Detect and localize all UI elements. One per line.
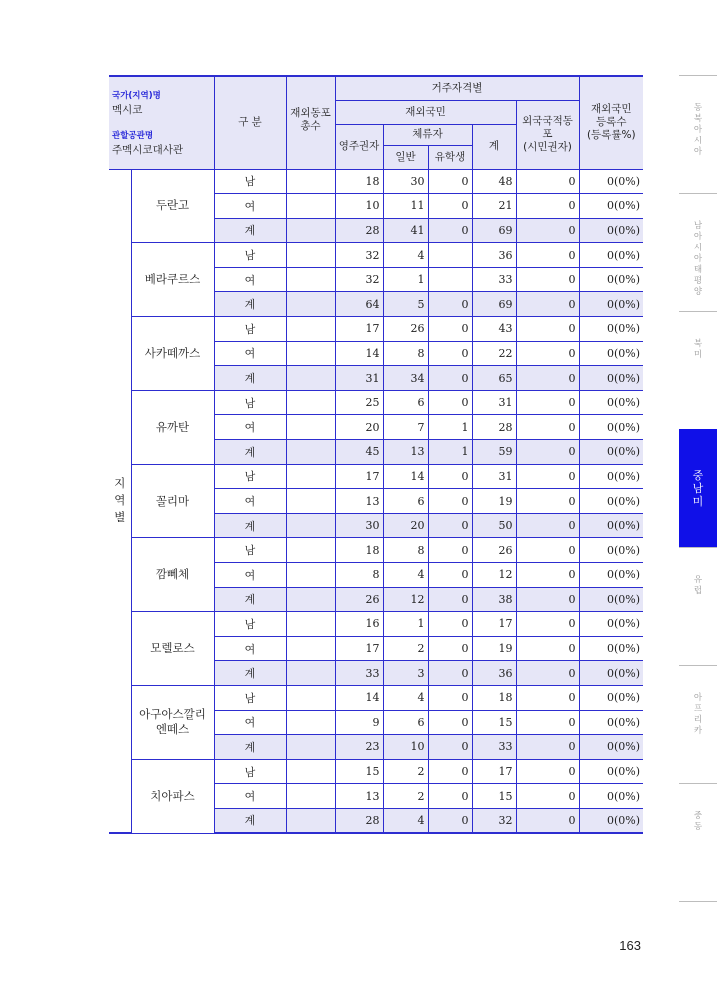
registered-cell: 0(0%)	[579, 735, 643, 760]
students-cell: 0	[428, 710, 472, 735]
permanent-cell: 64	[335, 292, 383, 317]
students-cell: 0	[428, 390, 472, 415]
students-cell: 0	[428, 464, 472, 489]
general-cell: 3	[383, 661, 428, 686]
permanent-cell: 15	[335, 759, 383, 784]
gender-cell: 남	[214, 464, 286, 489]
foreign-cell: 0	[516, 366, 579, 391]
students-cell: 0	[428, 563, 472, 588]
gender-cell: 여	[214, 489, 286, 514]
general-cell: 2	[383, 759, 428, 784]
permanent-cell: 14	[335, 685, 383, 710]
table-row	[109, 243, 643, 268]
region-name: 베라쿠르스	[131, 243, 214, 317]
total-cell	[286, 464, 335, 489]
permanent-cell: 17	[335, 464, 383, 489]
general-header: 일반	[383, 145, 428, 169]
foreign-nationals-header: 외국국적동포 (시민권자)	[516, 100, 579, 169]
foreign-cell: 0	[516, 685, 579, 710]
table-row	[109, 612, 643, 637]
total-cell	[286, 710, 335, 735]
foreign-cell: 0	[516, 587, 579, 612]
permanent-cell: 20	[335, 415, 383, 440]
registered-cell: 0(0%)	[579, 317, 643, 342]
table-row	[109, 759, 643, 784]
gender-cell: 여	[214, 267, 286, 292]
sum-cell: 69	[472, 292, 516, 317]
students-cell: 0	[428, 735, 472, 760]
permanent-cell: 9	[335, 710, 383, 735]
students-cell: 0	[428, 587, 472, 612]
gender-cell: 여	[214, 415, 286, 440]
total-cell	[286, 267, 335, 292]
permanent-cell: 17	[335, 317, 383, 342]
gender-cell: 계	[214, 808, 286, 833]
mexico-region-table	[109, 75, 643, 834]
general-cell: 12	[383, 587, 428, 612]
total-cell	[286, 612, 335, 637]
sum-cell: 19	[472, 489, 516, 514]
general-cell: 14	[383, 464, 428, 489]
sum-cell: 31	[472, 390, 516, 415]
foreign-cell: 0	[516, 390, 579, 415]
region-name: 꼴리마	[131, 464, 214, 538]
registered-cell: 0(0%)	[579, 292, 643, 317]
side-nav-item[interactable]	[679, 811, 717, 833]
students-cell: 0	[428, 612, 472, 637]
region-name: 아구아스깔리 엔떼스	[131, 685, 214, 759]
students-cell: 0	[428, 808, 472, 833]
gender-cell: 남	[214, 612, 286, 637]
total-cell	[286, 784, 335, 809]
side-nav-item[interactable]	[679, 339, 717, 361]
permanent-cell: 18	[335, 538, 383, 563]
general-cell: 4	[383, 243, 428, 268]
gender-cell: 남	[214, 759, 286, 784]
students-header: 유학생	[428, 145, 472, 169]
total-cell	[286, 489, 335, 514]
region-name: 깜뻬체	[131, 538, 214, 612]
sum-cell: 22	[472, 341, 516, 366]
students-cell: 0	[428, 194, 472, 219]
residence-status-header: 거주자격별	[335, 76, 579, 100]
side-nav-label: 아프리카	[693, 693, 703, 736]
general-cell: 13	[383, 440, 428, 465]
total-cell	[286, 513, 335, 538]
registered-cell: 0(0%)	[579, 267, 643, 292]
foreign-cell: 0	[516, 218, 579, 243]
sum-cell: 28	[472, 415, 516, 440]
sum-cell: 19	[472, 636, 516, 661]
students-cell: 0	[428, 292, 472, 317]
foreign-cell: 0	[516, 784, 579, 809]
total-cell	[286, 440, 335, 465]
side-nav-label: 중남미	[692, 468, 704, 508]
registered-cell: 0(0%)	[579, 710, 643, 735]
total-cell	[286, 685, 335, 710]
category-header: 구 분	[214, 76, 286, 169]
gender-cell: 계	[214, 587, 286, 612]
permanent-cell: 10	[335, 194, 383, 219]
region-name: 치아파스	[131, 759, 214, 833]
general-cell: 8	[383, 538, 428, 563]
sum-cell: 59	[472, 440, 516, 465]
general-cell: 26	[383, 317, 428, 342]
foreign-cell: 0	[516, 563, 579, 588]
sum-cell: 12	[472, 563, 516, 588]
permanent-cell: 8	[335, 563, 383, 588]
total-overseas-koreans-header: 재외동포 총수	[286, 76, 335, 169]
sum-cell: 43	[472, 317, 516, 342]
total-cell	[286, 169, 335, 194]
permanent-cell: 16	[335, 612, 383, 637]
permanent-residents-header: 영주권자	[335, 124, 383, 169]
general-cell: 6	[383, 489, 428, 514]
foreign-cell: 0	[516, 464, 579, 489]
students-cell: 0	[428, 759, 472, 784]
sum-cell: 15	[472, 710, 516, 735]
registered-cell: 0(0%)	[579, 612, 643, 637]
region-name: 사카떼까스	[131, 317, 214, 391]
table-row	[109, 390, 643, 415]
gender-cell: 계	[214, 735, 286, 760]
permanent-cell: 28	[335, 808, 383, 833]
foreign-cell: 0	[516, 808, 579, 833]
registered-cell: 0(0%)	[579, 513, 643, 538]
foreign-cell: 0	[516, 636, 579, 661]
registered-cell: 0(0%)	[579, 366, 643, 391]
foreign-cell: 0	[516, 169, 579, 194]
sum-cell: 33	[472, 267, 516, 292]
country-info-cell	[109, 76, 214, 169]
foreign-cell: 0	[516, 612, 579, 637]
registered-cell: 0(0%)	[579, 464, 643, 489]
page-number: 163	[619, 938, 641, 953]
gender-cell: 남	[214, 538, 286, 563]
registered-cell: 0(0%)	[579, 685, 643, 710]
students-cell: 0	[428, 317, 472, 342]
gender-cell: 여	[214, 784, 286, 809]
permanent-cell: 25	[335, 390, 383, 415]
students-cell: 0	[428, 661, 472, 686]
permanent-cell: 32	[335, 243, 383, 268]
side-nav-label: 동북아시아	[693, 103, 703, 157]
registered-header: 재외국민 등록수 (등록률%)	[579, 76, 643, 169]
gender-cell: 계	[214, 218, 286, 243]
general-cell: 2	[383, 636, 428, 661]
overseas-citizens-header: 재외국민	[335, 100, 516, 124]
side-nav-label: 북미	[693, 339, 703, 360]
total-cell	[286, 341, 335, 366]
general-cell: 11	[383, 194, 428, 219]
general-cell: 6	[383, 390, 428, 415]
registered-cell: 0(0%)	[579, 390, 643, 415]
general-cell: 34	[383, 366, 428, 391]
sum-cell: 21	[472, 194, 516, 219]
total-cell	[286, 292, 335, 317]
general-cell: 4	[383, 685, 428, 710]
students-cell: 0	[428, 685, 472, 710]
total-cell	[286, 218, 335, 243]
total-cell	[286, 317, 335, 342]
registered-cell: 0(0%)	[579, 636, 643, 661]
gender-cell: 계	[214, 661, 286, 686]
office-label: 관할공관명	[112, 130, 154, 141]
sum-cell: 15	[472, 784, 516, 809]
general-cell: 1	[383, 267, 428, 292]
students-cell: 0	[428, 784, 472, 809]
gender-cell: 남	[214, 169, 286, 194]
registered-cell: 0(0%)	[579, 759, 643, 784]
gender-cell: 남	[214, 390, 286, 415]
students-cell: 0	[428, 538, 472, 563]
students-cell: 1	[428, 415, 472, 440]
foreign-cell: 0	[516, 661, 579, 686]
students-cell: 0	[428, 489, 472, 514]
sojourners-header: 체류자	[383, 124, 472, 145]
gender-cell: 남	[214, 317, 286, 342]
gender-cell: 여	[214, 194, 286, 219]
foreign-cell: 0	[516, 243, 579, 268]
permanent-cell: 23	[335, 735, 383, 760]
total-cell	[286, 194, 335, 219]
foreign-cell: 0	[516, 759, 579, 784]
region-name: 두란고	[131, 169, 214, 243]
general-cell: 1	[383, 612, 428, 637]
general-cell: 8	[383, 341, 428, 366]
table-row	[109, 317, 643, 342]
permanent-cell: 45	[335, 440, 383, 465]
sum-cell: 50	[472, 513, 516, 538]
general-cell: 4	[383, 563, 428, 588]
students-cell	[428, 267, 472, 292]
foreign-cell: 0	[516, 194, 579, 219]
total-cell	[286, 636, 335, 661]
foreign-cell: 0	[516, 440, 579, 465]
gender-cell: 여	[214, 636, 286, 661]
gender-cell: 계	[214, 292, 286, 317]
sum-cell: 48	[472, 169, 516, 194]
gender-cell: 남	[214, 685, 286, 710]
permanent-cell: 33	[335, 661, 383, 686]
side-nav-label: 남아시아태평양	[693, 221, 703, 297]
general-cell: 7	[383, 415, 428, 440]
sum-header: 계	[472, 124, 516, 169]
table-row	[109, 169, 643, 194]
registered-cell: 0(0%)	[579, 661, 643, 686]
sum-cell: 38	[472, 587, 516, 612]
side-nav-label: 중동	[693, 811, 703, 832]
general-cell: 20	[383, 513, 428, 538]
registered-cell: 0(0%)	[579, 169, 643, 194]
table-row	[109, 685, 643, 710]
total-cell	[286, 735, 335, 760]
side-nav-item[interactable]	[679, 429, 717, 547]
region-name: 유까탄	[131, 390, 214, 464]
foreign-cell: 0	[516, 538, 579, 563]
permanent-cell: 13	[335, 489, 383, 514]
general-cell: 2	[383, 784, 428, 809]
sum-cell: 33	[472, 735, 516, 760]
permanent-cell: 30	[335, 513, 383, 538]
total-cell	[286, 808, 335, 833]
gender-cell: 여	[214, 710, 286, 735]
sum-cell: 18	[472, 685, 516, 710]
sum-cell: 36	[472, 243, 516, 268]
students-cell	[428, 243, 472, 268]
registered-cell: 0(0%)	[579, 194, 643, 219]
foreign-cell: 0	[516, 292, 579, 317]
foreign-cell: 0	[516, 341, 579, 366]
permanent-cell: 32	[335, 267, 383, 292]
side-nav-item[interactable]	[679, 693, 717, 737]
total-cell	[286, 366, 335, 391]
registered-cell: 0(0%)	[579, 563, 643, 588]
foreign-cell: 0	[516, 415, 579, 440]
general-cell: 10	[383, 735, 428, 760]
foreign-cell: 0	[516, 735, 579, 760]
gender-cell: 여	[214, 341, 286, 366]
sum-cell: 65	[472, 366, 516, 391]
total-cell	[286, 587, 335, 612]
region-group-label: 지 역 별	[109, 169, 131, 833]
registered-cell: 0(0%)	[579, 218, 643, 243]
permanent-cell: 13	[335, 784, 383, 809]
permanent-cell: 26	[335, 587, 383, 612]
total-cell	[286, 390, 335, 415]
side-nav-item[interactable]	[679, 103, 717, 158]
sum-cell: 69	[472, 218, 516, 243]
sum-cell: 36	[472, 661, 516, 686]
sum-cell: 17	[472, 612, 516, 637]
students-cell: 0	[428, 218, 472, 243]
registered-cell: 0(0%)	[579, 784, 643, 809]
registered-cell: 0(0%)	[579, 415, 643, 440]
general-cell: 6	[383, 710, 428, 735]
gender-cell: 남	[214, 243, 286, 268]
country-label: 국가(지역)명	[112, 90, 161, 101]
students-cell: 0	[428, 341, 472, 366]
sum-cell: 32	[472, 808, 516, 833]
office-value: 주멕시코대사관	[112, 143, 184, 156]
foreign-cell: 0	[516, 513, 579, 538]
region-name: 모렐로스	[131, 612, 214, 686]
sum-cell: 31	[472, 464, 516, 489]
total-cell	[286, 243, 335, 268]
general-cell: 5	[383, 292, 428, 317]
gender-cell: 계	[214, 366, 286, 391]
table-row	[109, 464, 643, 489]
students-cell: 0	[428, 366, 472, 391]
students-cell: 0	[428, 513, 472, 538]
general-cell: 4	[383, 808, 428, 833]
total-cell	[286, 759, 335, 784]
foreign-cell: 0	[516, 489, 579, 514]
total-cell	[286, 415, 335, 440]
permanent-cell: 14	[335, 341, 383, 366]
sum-cell: 26	[472, 538, 516, 563]
country-value: 멕시코	[112, 103, 143, 116]
gender-cell: 계	[214, 440, 286, 465]
general-cell: 30	[383, 169, 428, 194]
general-cell: 41	[383, 218, 428, 243]
permanent-cell: 18	[335, 169, 383, 194]
registered-cell: 0(0%)	[579, 489, 643, 514]
permanent-cell: 28	[335, 218, 383, 243]
total-cell	[286, 538, 335, 563]
side-nav-label: 유럽	[693, 575, 703, 596]
side-nav-item[interactable]	[679, 221, 717, 298]
foreign-cell: 0	[516, 317, 579, 342]
permanent-cell: 17	[335, 636, 383, 661]
total-cell	[286, 563, 335, 588]
registered-cell: 0(0%)	[579, 587, 643, 612]
foreign-cell: 0	[516, 710, 579, 735]
gender-cell: 여	[214, 563, 286, 588]
registered-cell: 0(0%)	[579, 538, 643, 563]
sum-cell: 17	[472, 759, 516, 784]
foreign-cell: 0	[516, 267, 579, 292]
students-cell: 0	[428, 169, 472, 194]
registered-cell: 0(0%)	[579, 341, 643, 366]
total-cell	[286, 661, 335, 686]
side-nav-item[interactable]	[679, 575, 717, 597]
registered-cell: 0(0%)	[579, 243, 643, 268]
students-cell: 1	[428, 440, 472, 465]
gender-cell: 계	[214, 513, 286, 538]
students-cell: 0	[428, 636, 472, 661]
table-row	[109, 538, 643, 563]
permanent-cell: 31	[335, 366, 383, 391]
registered-cell: 0(0%)	[579, 808, 643, 833]
registered-cell: 0(0%)	[579, 440, 643, 465]
